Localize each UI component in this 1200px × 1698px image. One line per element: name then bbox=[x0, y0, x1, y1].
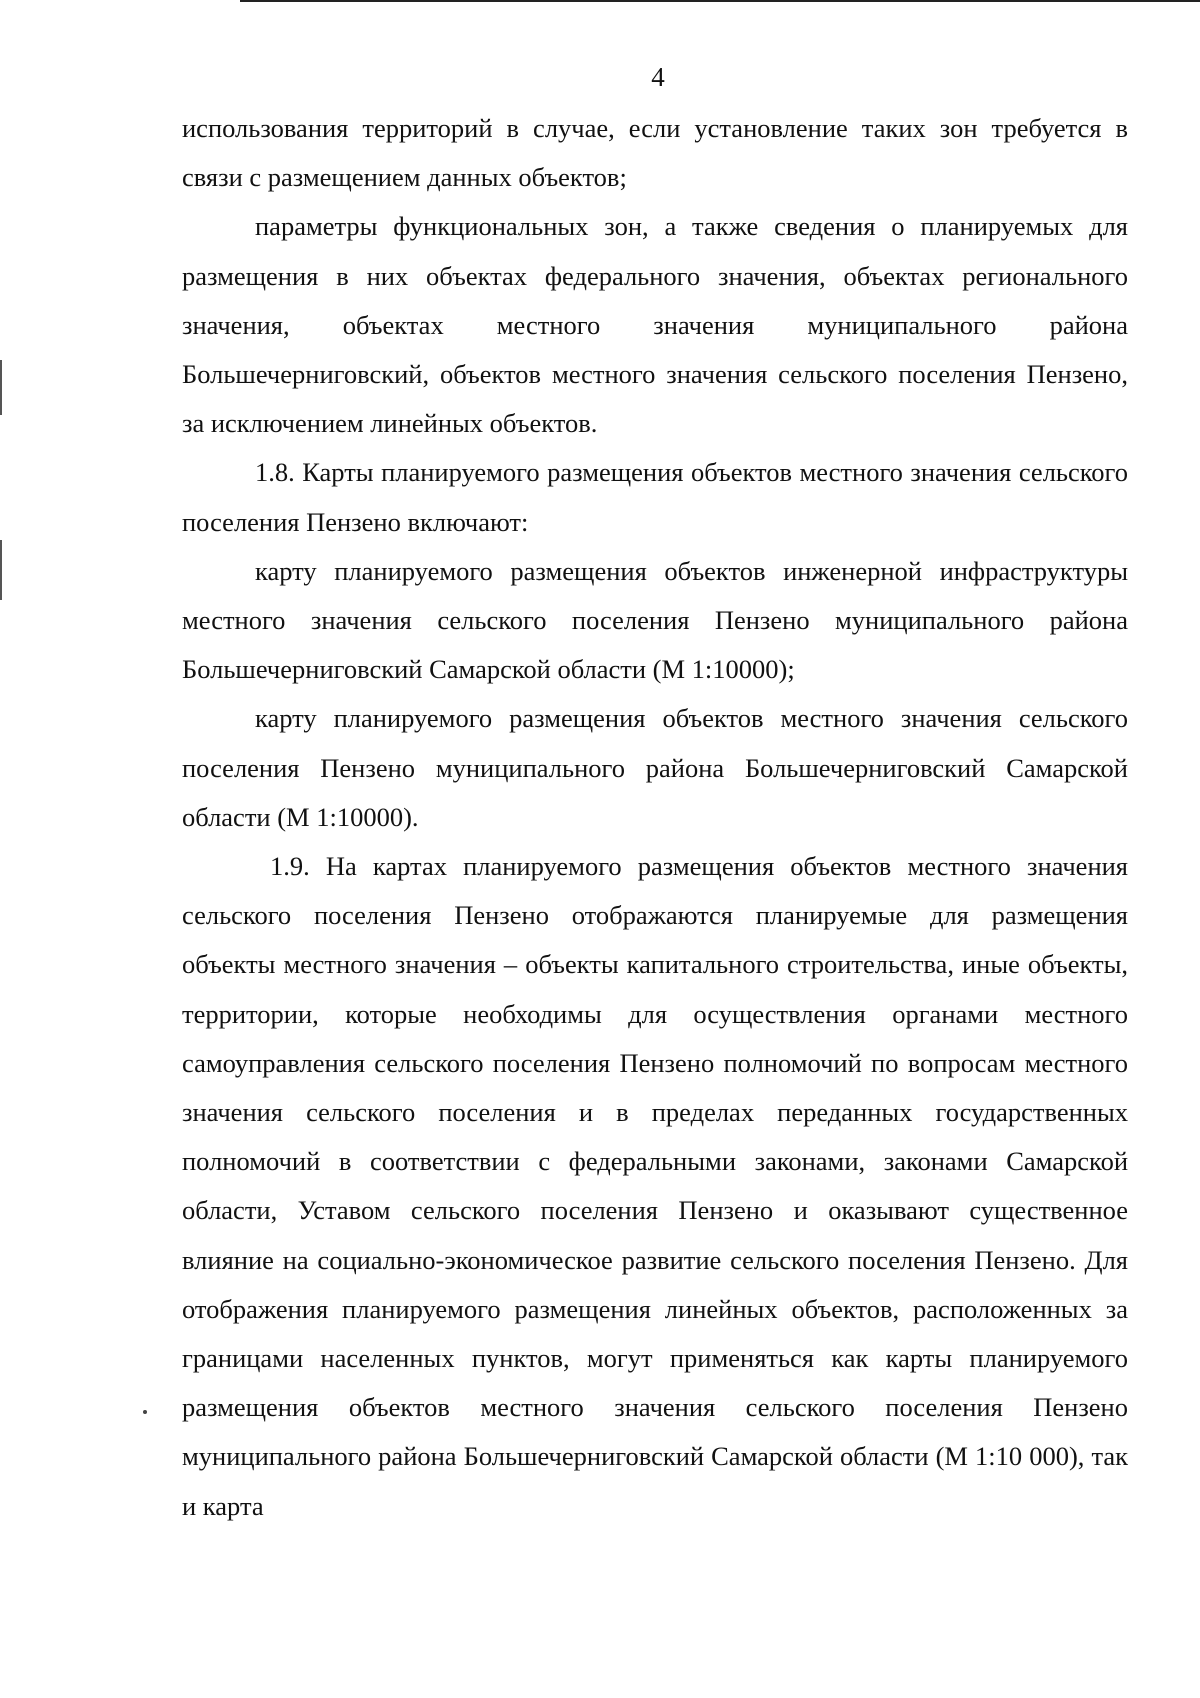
paragraph-local-objects-map: карту планируемого размещения объектов местного значения сельского поселения Пензено муниципального района Большечерниговский Самарской области (М 1:10000). bbox=[182, 703, 1128, 832]
page-top-border bbox=[240, 0, 1200, 2]
paragraph-1-9: 1.9. На картах планируемого размещения объектов местного значения сельского поселения Пензено отображаются планируемые для размещения объекты местного значения – объекты капитального строительства, иные объекты, территории, которые необходимы для осуществления органами местного самоуправления сельского поселения Пензено полномочий по вопросам местного значения сельского поселения и в пределах переданных государственных полномочий в соответствии с федеральными законами, законами Самарской области, Уставом сельского поселения Пензено и оказывают существенное влияние на социально-экономическое развитие сельского поселения Пензено. Для отображения планируемого размещения линейных объектов, расположенных за границами населенных пунктов, могут применяться как карты планируемого размещения объектов местного значения сельского поселения Пензено муниципального района Большечерниговский Самарской области (М 1:10 000), так и карта bbox=[182, 851, 1128, 1521]
paragraph-functional-zones: параметры функциональных зон, а также сведения о планируемых для размещения в них объектах федерального значения, объектах регионального значения, объектах местного значения муниципального района Большечерниговский, объектов местного значения сельского поселения Пензено, за исключением линейных объектов. bbox=[182, 211, 1128, 439]
paragraph-engineering-map: карту планируемого размещения объектов инженерной инфраструктуры местного значения сельского поселения Пензено муниципального района Большечерниговский Самарской области (М 1:10000); bbox=[182, 555, 1128, 685]
document-body bbox=[182, 104, 1128, 1531]
scan-speck bbox=[143, 1410, 147, 1414]
scan-edge-mark bbox=[0, 360, 2, 415]
page-number: 4 bbox=[651, 62, 665, 92]
scan-edge-mark bbox=[0, 540, 2, 600]
paragraph-continuation: использования территорий в случае, если установление таких зон требуется в связи с размещением данных объектов; bbox=[182, 113, 1128, 193]
paragraph-1-8: 1.8. Карты планируемого размещения объектов местного значения сельского поселения Пензено включают: bbox=[182, 457, 1128, 537]
